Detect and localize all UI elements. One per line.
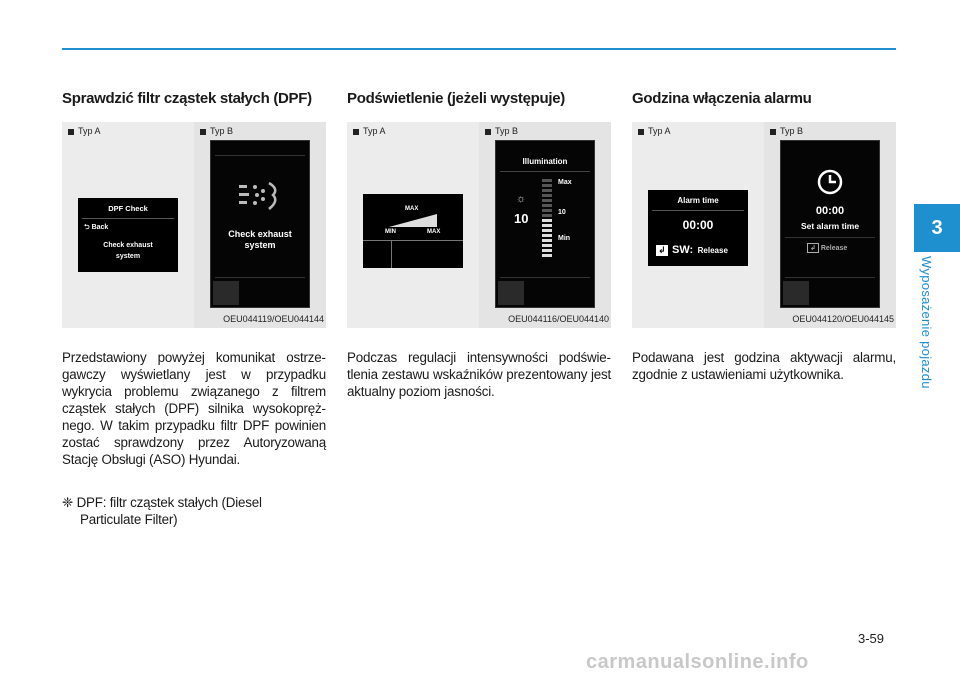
chapter-tab: 3 xyxy=(914,204,960,252)
footnote xyxy=(62,494,326,528)
type-b-label: Typ B xyxy=(210,126,234,136)
figure-type-b xyxy=(479,122,611,328)
type-b-label: Typ B xyxy=(495,126,519,136)
watermark: carmanualsonline.info xyxy=(586,651,809,673)
figure-type-a xyxy=(347,122,479,328)
scale-mid-label: 10 xyxy=(558,209,566,216)
sw-label: SW: xyxy=(672,244,694,256)
square-bullet-icon xyxy=(485,129,491,135)
screen-corner-icon xyxy=(498,281,524,305)
chapter-title: Wyposażenie pojazdu xyxy=(919,256,934,389)
screen-title: Illumination xyxy=(522,157,568,166)
section-heading: Podświetlenie (jeżeli występuje) xyxy=(347,90,565,107)
scale-max-label: Max xyxy=(558,179,572,186)
figure-type-b xyxy=(764,122,896,328)
alarm-time-value: 00:00 xyxy=(815,205,845,217)
screen-line: system xyxy=(244,240,276,250)
type-b-label: Typ B xyxy=(780,126,804,136)
screen-title: DPF Check xyxy=(108,204,148,213)
illumination-screen-a xyxy=(363,194,463,268)
back-arrow-icon: ⮌ xyxy=(84,224,92,231)
screen-corner-icon xyxy=(213,281,239,305)
illumination-level-bar xyxy=(389,214,437,228)
body-text: Podawana jest godzina aktywacji alarmu, zgodnie z ustawieniami użytkownika. xyxy=(632,350,896,382)
release-label: Release xyxy=(697,246,728,255)
figure-dpf xyxy=(62,122,326,328)
screen-line: Check exhaust xyxy=(228,229,292,239)
illumination-icon: ☼ xyxy=(516,193,527,205)
note-line: DPF: filtr cząstek stałych (Diesel xyxy=(76,495,262,510)
clock-icon xyxy=(817,169,843,195)
note-line: Particulate Filter) xyxy=(80,512,178,527)
screen-corner-icon xyxy=(783,281,809,305)
illumination-scale xyxy=(542,179,552,259)
figure-type-a xyxy=(632,122,764,328)
square-bullet-icon xyxy=(68,129,74,135)
page-number: 3-59 xyxy=(858,631,885,646)
release-label: Release xyxy=(820,245,848,252)
figure-caption: OEU044116/OEU044140 xyxy=(508,314,609,324)
body-text: Przedstawiony powyżej komunikat ostrzegawczy wyświetlany jest w przypadku wykrycia problemu związanego z filtrem cząstek stałych (DPF) silnika wysokoprężnego. W takim przypadku filtr DPF powinien zostać sprawdzony przez Autoryzowaną Stację Obsługi (ASO) Hyundai. xyxy=(62,350,326,467)
square-bullet-icon xyxy=(200,129,206,135)
exhaust-filter-icon xyxy=(239,179,283,213)
min-label: MIN xyxy=(385,229,396,235)
type-a-label: Typ A xyxy=(78,126,101,136)
body-text: Podczas regulacji intensywności podświetlenia zestawu wskaźników prezentowany jest aktualny poziom jasności. xyxy=(347,350,611,399)
dpf-screen-b xyxy=(210,140,310,308)
note-symbol: ❈ xyxy=(62,495,74,510)
section-heading: Sprawdzić filtr cząstek stałych (DPF) xyxy=(62,90,312,107)
type-a-label: Typ A xyxy=(648,126,671,136)
alarm-time-value: 00:00 xyxy=(682,218,714,232)
type-a-label: Typ A xyxy=(363,126,386,136)
enter-icon: ↲ xyxy=(807,243,819,253)
alarm-screen-a xyxy=(648,190,748,266)
figure-caption: OEU044119/OEU044144 xyxy=(223,314,324,324)
screen-line: system xyxy=(115,253,141,260)
max-label: MAX xyxy=(405,206,419,212)
chapter-side-label xyxy=(919,256,946,406)
figure-alarm xyxy=(632,122,896,328)
screen-divider xyxy=(82,218,174,219)
square-bullet-icon xyxy=(638,129,644,135)
screen-line: Check exhaust xyxy=(103,242,153,249)
set-alarm-label: Set alarm time xyxy=(800,221,860,231)
section-dpf xyxy=(62,88,326,528)
illumination-screen-b xyxy=(495,140,595,308)
scale-min-label: Min xyxy=(558,235,571,242)
top-rule xyxy=(62,48,896,50)
screen-title: Alarm time xyxy=(677,196,719,205)
enter-icon: ↲ xyxy=(658,245,666,255)
alarm-screen-b xyxy=(780,140,880,308)
figure-illumination xyxy=(347,122,611,328)
section-illumination xyxy=(347,88,611,400)
illumination-value: 10 xyxy=(514,211,529,226)
square-bullet-icon xyxy=(353,129,359,135)
dpf-screen-a xyxy=(78,198,178,272)
back-label: Back xyxy=(91,224,109,231)
square-bullet-icon xyxy=(770,129,776,135)
figure-caption: OEU044120/OEU044145 xyxy=(792,314,894,324)
section-alarm-time xyxy=(632,88,896,383)
max-label: MAX xyxy=(427,229,441,235)
section-heading: Godzina włączenia alarmu xyxy=(632,90,812,107)
figure-type-b xyxy=(194,122,326,328)
figure-type-a xyxy=(62,122,194,328)
